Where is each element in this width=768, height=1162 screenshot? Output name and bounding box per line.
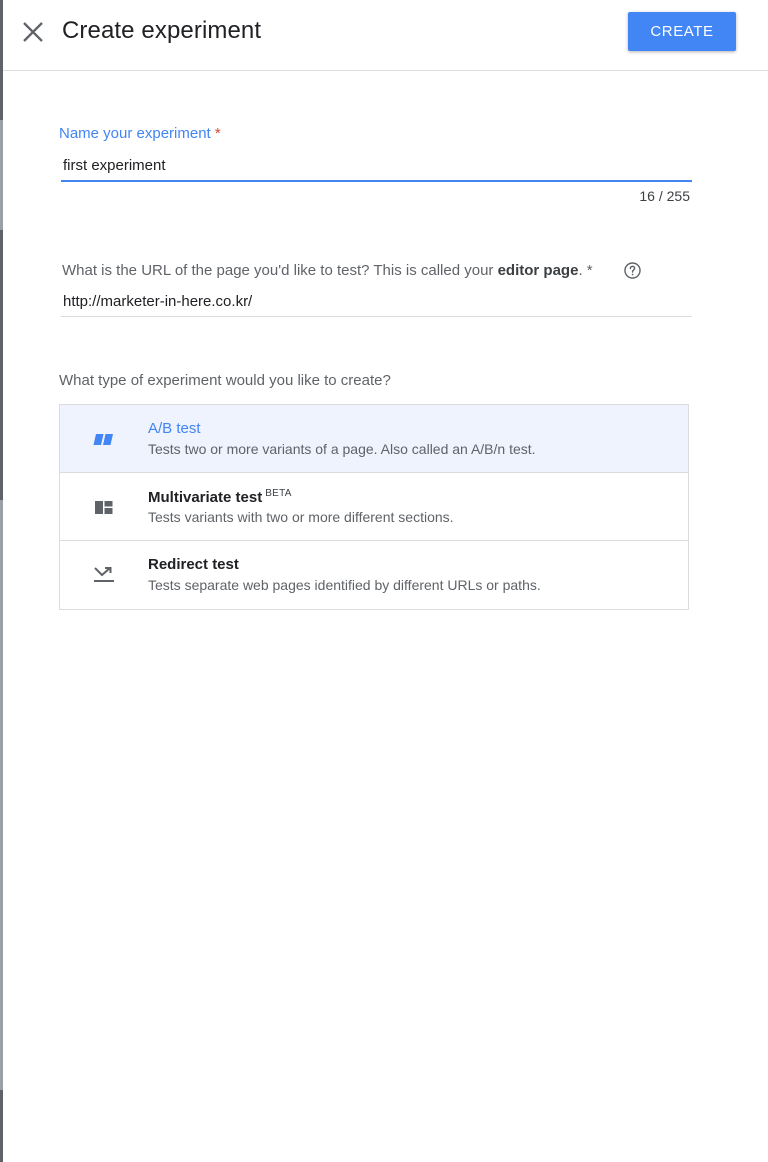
type-option-title bbox=[148, 488, 292, 506]
experiment-type-label: What type of experiment would you like to create? bbox=[59, 372, 391, 389]
experiment-name-label bbox=[59, 125, 221, 142]
create-button[interactable]: CREATE bbox=[628, 12, 736, 51]
type-option-description: Tests two or more variants of a page. Also called an A/B/n test. bbox=[148, 441, 536, 457]
window-left-edge bbox=[0, 0, 3, 1162]
type-option-title: Redirect test bbox=[148, 556, 239, 573]
type-option-redirect[interactable] bbox=[60, 541, 688, 609]
required-mark: * bbox=[214, 125, 221, 142]
beta-badge: BETA bbox=[265, 488, 292, 499]
editor-page-url-input[interactable] bbox=[61, 286, 692, 317]
ab-test-icon bbox=[92, 429, 116, 449]
character-counter: 16 / 255 bbox=[639, 188, 690, 204]
type-option-title-text: Multivariate test bbox=[148, 489, 263, 506]
close-icon[interactable] bbox=[19, 18, 47, 46]
url-label-text: What is the URL of the page you'd like to test? This is called your bbox=[62, 262, 494, 279]
url-label-suffix: . * bbox=[578, 262, 593, 279]
experiment-type-list bbox=[59, 404, 689, 610]
type-option-multivariate[interactable] bbox=[60, 473, 688, 541]
type-option-description: Tests separate web pages identified by different URLs or paths. bbox=[148, 577, 541, 593]
type-option-ab-test[interactable] bbox=[60, 405, 688, 473]
type-option-description: Tests variants with two or more different sections. bbox=[148, 509, 454, 525]
experiment-name-input[interactable] bbox=[61, 150, 692, 182]
page-title: Create experiment bbox=[62, 17, 262, 44]
editor-page-url-label bbox=[62, 262, 593, 279]
redirect-icon bbox=[92, 565, 116, 585]
url-label-bold: editor page bbox=[497, 262, 579, 279]
dialog-header bbox=[3, 0, 768, 71]
multivariate-icon bbox=[92, 497, 116, 517]
experiment-name-label-text: Name your experiment bbox=[59, 125, 211, 142]
type-option-title: A/B test bbox=[148, 420, 201, 437]
help-circle-icon[interactable] bbox=[623, 261, 642, 280]
